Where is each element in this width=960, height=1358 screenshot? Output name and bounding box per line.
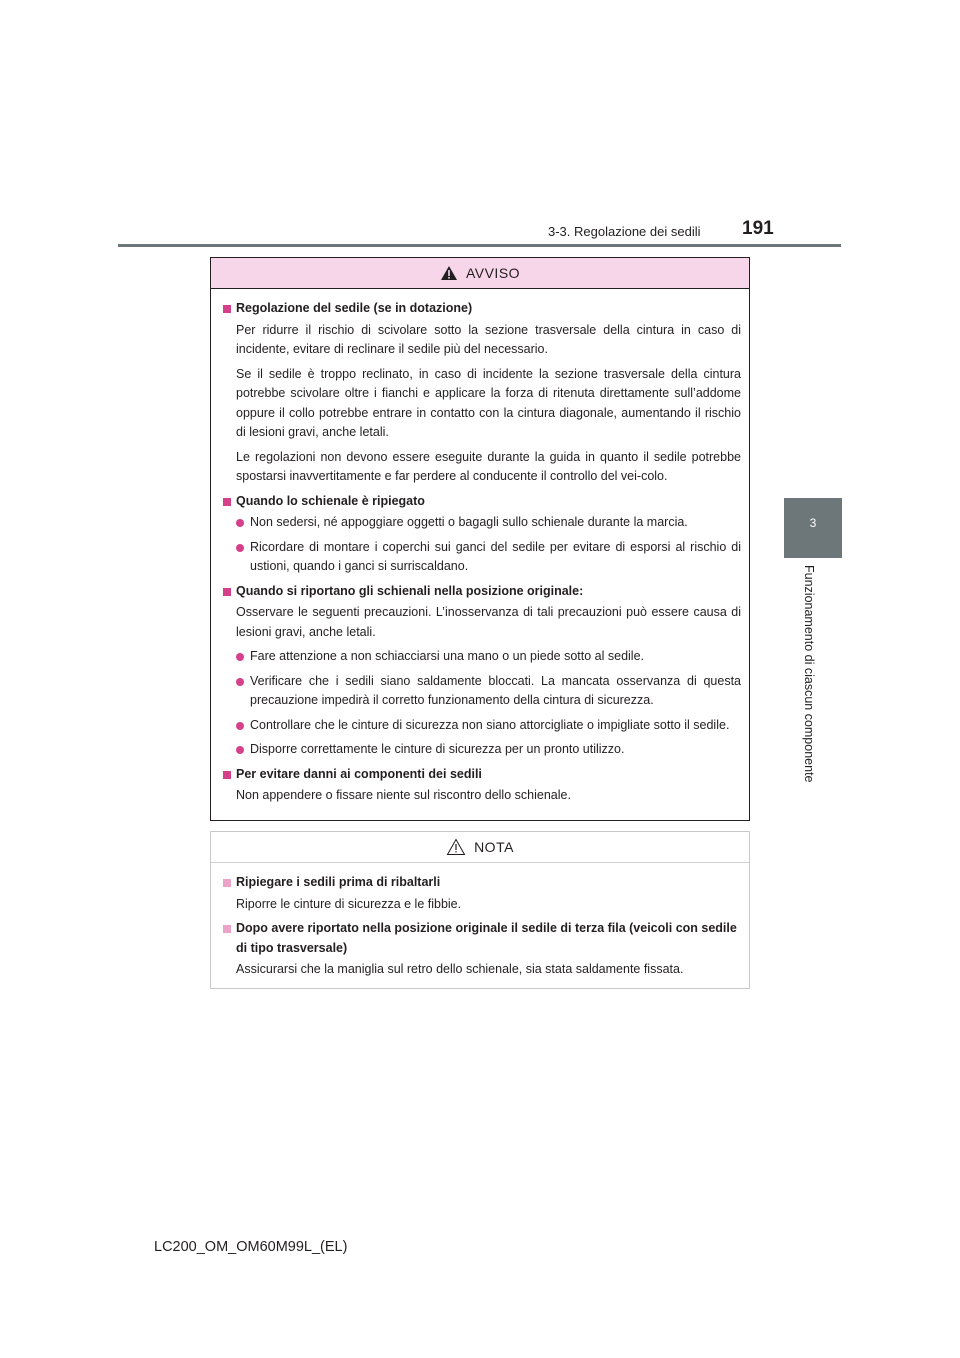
list-item: Verificare che i sedili siano saldamente bloccati. La mancata osservanza di questa precauzione impedirà il corretto funzionamento della cintura di sicurezza. [223,672,741,711]
list-item: Non sedersi, né appoggiare oggetti o bagagli sullo schienale durante la marcia. [223,513,741,533]
square-bullet-icon [223,588,231,596]
paragraph: Assicurarsi che la maniglia sul retro dello schienale, sia stata saldamente fissata. [236,962,684,976]
paragraph: Se il sedile è troppo reclinato, in caso di incidente la sezione trasversale della cintura potrebbe scivolare oltre i fianchi e applicare la forza di ritenuta direttamente sull’addome oppure il collo potrebbe entrare in contatto con la cintura diagonale, aumentando il rischio di lesioni gravi, anche letali. [236,366,741,439]
chapter-tab: 3 [784,498,842,558]
section-heading: Per evitare danni ai componenti dei sedili [223,765,741,785]
round-bullet-icon [236,678,244,686]
list-item: Disporre correttamente le cinture di sicurezza per un pronto utilizzo. [223,740,741,760]
round-bullet-icon [236,653,244,661]
warning-triangle-icon [440,265,458,281]
list-item: Ricordare di montare i coperchi sui ganci del sedile per evitare di esporsi al rischio di ustioni, quando i ganci si surriscaldano. [223,538,741,577]
paragraph: Osservare le seguenti precauzioni. L’inosservanza di tali precauzioni può essere causa di lesioni gravi, anche letali. [236,605,741,639]
section-heading: Regolazione del sedile (se in dotazione) [223,299,741,319]
note-header [211,832,749,863]
footer-code: LC200_OM_OM60M99L_(EL) [154,1239,348,1255]
square-bullet-icon [223,879,231,887]
list-item: Controllare che le cinture di sicurezza non siano attorcigliate o impigliate sotto il sedile. [223,716,741,736]
square-bullet-icon [223,925,231,933]
square-bullet-icon [223,305,231,313]
header-rule [118,244,841,247]
paragraph: Non appendere o fissare niente sul riscontro dello schienale. [236,788,571,802]
section-heading: Dopo avere riportato nella posizione originale il sedile di terza fila (veicoli con sedile di tipo trasversale) [223,919,741,958]
paragraph: Riporre le cinture di sicurezza e le fibbie. [236,896,462,911]
section-heading: Quando si riportano gli schienali nella posizione originale: [223,582,741,602]
note-box [210,831,750,989]
warning-box [210,257,750,821]
page-number: 191 [742,218,774,239]
round-bullet-icon [236,746,244,754]
warning-title: AVVISO [465,265,521,281]
paragraph: Per ridurre il rischio di scivolare sotto la sezione trasversale della cintura in caso di incidente, evitare di reclinare il sedile più del necessario. [236,322,741,356]
round-bullet-icon [236,544,244,552]
list-item: Fare attenzione a non schiacciarsi una mano o un piede sotto al sedile. [223,647,741,667]
section-heading: Quando lo schienale è ripiegato [223,492,741,512]
header-section-title: 3-3. Regolazione dei sedili [548,224,701,239]
section-heading: Ripiegare i sedili prima di ribaltarli [223,873,741,893]
round-bullet-icon [236,722,244,730]
chapter-label: Funzionamento di ciascun componente [802,565,816,783]
square-bullet-icon [223,771,231,779]
paragraph: Le regolazioni non devono essere eseguite durante la guida in quanto il sedile potrebbe spostarsi inavvertitamente e far perdere al conducente il controllo del vei-colo. [236,449,741,483]
round-bullet-icon [236,519,244,527]
square-bullet-icon [223,498,231,506]
warning-header [211,258,749,289]
note-title: NOTA [474,839,514,855]
caution-triangle-icon [446,838,466,856]
